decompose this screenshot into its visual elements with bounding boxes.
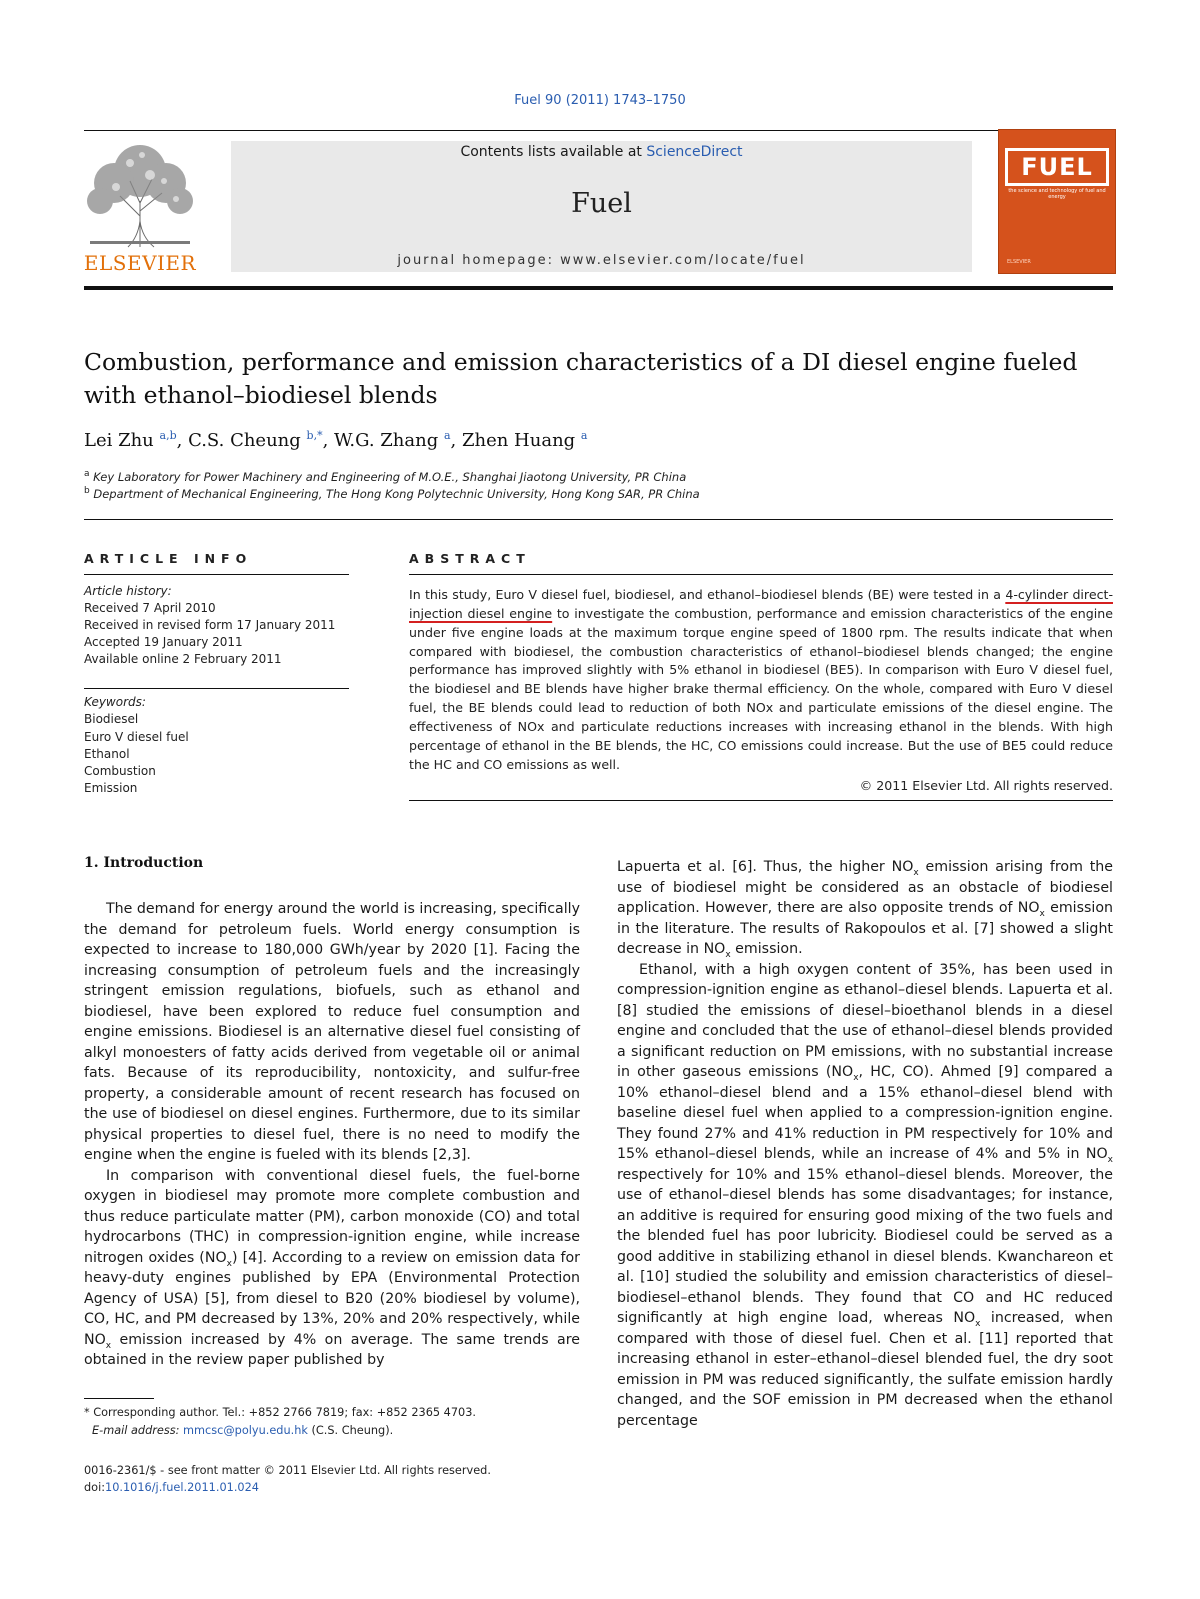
article-title: Combustion, performance and emission characteristics of a DI diesel engine fueled with ethanol–biodiesel blends [84,348,1078,409]
email-note: E-mail address: mmcsc@polyu.edu.hk (C.S. Cheung). [92,1424,394,1437]
highlighted-phrase: 4-cylinder direct-injection diesel engine [409,587,1113,621]
affiliation-a: $^a$ Key Laboratory for Power Machinery and Engineering of M.O.E., Shanghai Jiaotong University, PR China [84,469,687,484]
section-heading-introduction: 1. Introduction [84,855,204,871]
author-affiliation-mark[interactable]: b,* [306,429,323,442]
history-accepted: Accepted 19 January 2011 [84,635,243,649]
abstract-heading: ABSTRACT [409,551,531,566]
contents-line [231,144,972,160]
header-top-rule [84,130,1113,131]
contents-prefix: Contents lists available at [460,144,647,160]
body-column-left [84,899,580,1371]
doi-link[interactable]: 10.1016/j.fuel.2011.01.024 [105,1481,259,1494]
journal-name: Fuel [571,188,632,219]
journal-cover-thumbnail[interactable] [998,129,1116,274]
keywords-label: Keywords: [84,695,146,709]
keyword: Biodiesel [84,712,139,727]
author-affiliation-mark[interactable]: a [580,429,588,442]
elsevier-logo [70,141,210,281]
elsevier-tree-icon [80,141,200,249]
author-name: Lei Zhu [84,430,154,451]
affiliation-rule [84,519,1113,520]
body-paragraph: Ethanol, with a high oxygen content of 35%, has been used in compression-ignition engine as ethanol–diesel blends. Lapuerta et al. [8] studied the emissions of diesel–bioethanol blends in a diesel engine and concluded that the use of ethanol–diesel blends provided a significant reduction on PM emissions, with no substantial increase in other gaseous emissions ($NO_x$, HC, CO). Ahmed [9] compared a 10% ethanol–diesel blend and a 15% ethanol–diesel blend with baseline diesel fuel when applied to a compression-ignition engine. They found 27% and 41% reduction in PM respectively for 10% and 15% ethanol–diesel blends, while an increase of 4% and 5% in $NO_x$ respectively for 10% and 15% ethanol–diesel blends. Moreover, the use of ethanol–diesel blends has some disadvantages; for instance, an additive is required for ensuring good mixing of the two fuels and the blended fuel has poor lubricity. Biodiesel could be served as a good additive in stabilizing ethanol in diesel blends. Kwanchareon et al. [10] studied the solubility and emission characteristics of diesel–biodiesel–ethanol blends. They found that CO and HC reduced significantly at high engine load, whereas $NO_x$ increased, when compared with those of diesel fuel. Chen et al. [11] reported that increasing ethanol in ester–ethanol–diesel blended fuel, the dry soot emission in PM was reduced significantly, the sulfate emission hardly changed, and the SOF emission in PM decreased when the ethanol percentage [617,961,1113,1429]
body-paragraph: The demand for energy around the world is increasing, specifically the demand for petroleum fuels. World energy consumption is expected to increase to 180,000 GWh/year by 2020 [1]. Facing the increasing consumption of petroleum fuels and the increasingly stringent emission regulations, biofuels, such as ethanol and biodiesel, have been explored to reduce fuel consumption and engine emissions. Biodiesel is an alternative diesel fuel consisting of alkyl monoesters of fatty acids derived from vegetable oil or animal fats. Because of its reproducibility, nontoxicity, and sulfur-free property, a considerable amount of recent research has focused on the use of biodiesel on diesel engines. Furthermore, due to its similar physical properties to diesel fuel, there is no need to modify the engine when the engine is fueled with its blends [2,3]. [84,901,580,1163]
body-paragraph: In comparison with conventional diesel fuels, the fuel-borne oxygen in biodiesel may promote more complete combustion and thus reduce particulate matter (PM), carbon monoxide (CO) and total hydrocarbons (THC) in compression-ignition engine, while increase nitrogen oxides $(NO_x)$ [4]. According to a review on emission data for heavy-duty engines published by EPA (Environmental Protection Agency of USA) [5], from diesel to B20 (20% biodiesel by volume), CO, HC, and PM decreased by 13%, 20% and 20% respectively, while $NO_x$ emission increased by 4% on average. The same trends are obtained in the review paper published by [84,1167,580,1368]
abstract-copyright: © 2011 Elsevier Ltd. All rights reserved. [859,778,1113,793]
journal-masthead [231,141,972,272]
author-name: W.G. Zhang [334,430,439,451]
article-info-rule [84,574,349,575]
keywords-rule [84,688,349,689]
author-affiliation-mark[interactable]: a,b [159,429,177,442]
doi-line: doi:10.1016/j.fuel.2011.01.024 [84,1481,259,1494]
sciencedirect-link[interactable]: ScienceDirect [646,144,743,160]
body-paragraph: Lapuerta et al. [6]. Thus, the higher $NO_x$ emission arising from the use of biodiesel might be considered as an obstacle of biodiesel application. However, there are also opposite trends of $NO_x$ emission in the literature. The results of Rakopoulos et al. [7] showed a slight decrease in $NO_x$ emission. [617,859,1114,960]
abstract-top-rule [409,574,1113,575]
author-affiliation-mark[interactable]: a [443,429,451,442]
history-revised: Received in revised form 17 January 2011 [84,618,336,632]
elsevier-wordmark: ELSEVIER [83,251,197,275]
keyword: Euro V diesel fuel [84,729,189,744]
cover-subtitle: the science and technology of fuel and energy [1008,188,1106,200]
author-list: Lei Zhu $^{a,b}$, C.S. Cheung $^{b,*}$, W.G. Zhang $^a$, Zhen Huang $^a$ [84,429,588,451]
abstract-bottom-rule [409,800,1113,801]
history-label: Article history: [84,584,172,598]
journal-homepage[interactable]: journal homepage: www.elsevier.com/locate/fuel [397,253,806,268]
author-name: C.S. Cheung [188,430,301,451]
cover-title: FUEL [1005,148,1109,186]
corresponding-author-note: * Corresponding author. Tel.: +852 2766 7819; fax: +852 2365 4703. [84,1406,477,1419]
cover-publisher: ELSEVIER [1007,259,1031,265]
abstract-text: In this study, Euro V diesel fuel, biodiesel, and ethanol–biodiesel blends (BE) were tested in a 4-cylinder direct-injection diesel engine to investigate the combustion, performance and emission characteristics of the engine under five engine loads at the maximum torque engine speed of 1800 rpm. The results indicate that when compared with biodiesel, the combustion characteristics of ethanol–biodiesel blends changed; the engine performance has improved slightly with 5% ethanol in biodiesel (BE5). In comparison with Euro V diesel fuel, the biodiesel and BE blends have higher brake thermal efficiency. On the whole, compared with Euro V diesel fuel, the BE blends could lead to reduction of both NOx and particulate emissions of the diesel engine. The effectiveness of NOx and particulate reductions increases with increasing ethanol in the blends. With high percentage of ethanol in the BE blends, the HC, CO emissions could increase. But the use of BE5 could reduce the HC and CO emissions as well. [409,587,1113,772]
history-online: Available online 2 February 2011 [84,652,282,666]
keyword: Emission [84,781,138,796]
issn-line: 0016-2361/$ - see front matter © 2011 Elsevier Ltd. All rights reserved. [84,1464,491,1477]
article-history [84,583,349,668]
body-column-right [617,857,1113,1431]
issn-block [84,1462,580,1496]
keyword: Combustion [84,764,156,779]
author-name: Zhen Huang [461,430,576,451]
article-info-heading: ARTICLE INFO [84,551,253,566]
keywords [84,694,349,798]
footnote-rule [84,1398,154,1399]
history-received: Received 7 April 2010 [84,601,216,615]
keyword: Ethanol [84,746,130,761]
header-thick-rule [84,286,1113,290]
journal-reference[interactable]: Fuel 90 (2011) 1743–1750 [514,93,686,108]
email-link[interactable]: mmcsc@polyu.edu.hk [183,1424,308,1437]
affiliation-b: $^b$ Department of Mechanical Engineering, The Hong Kong Polytechnic University, Hong Kong SAR, PR China [84,486,700,501]
